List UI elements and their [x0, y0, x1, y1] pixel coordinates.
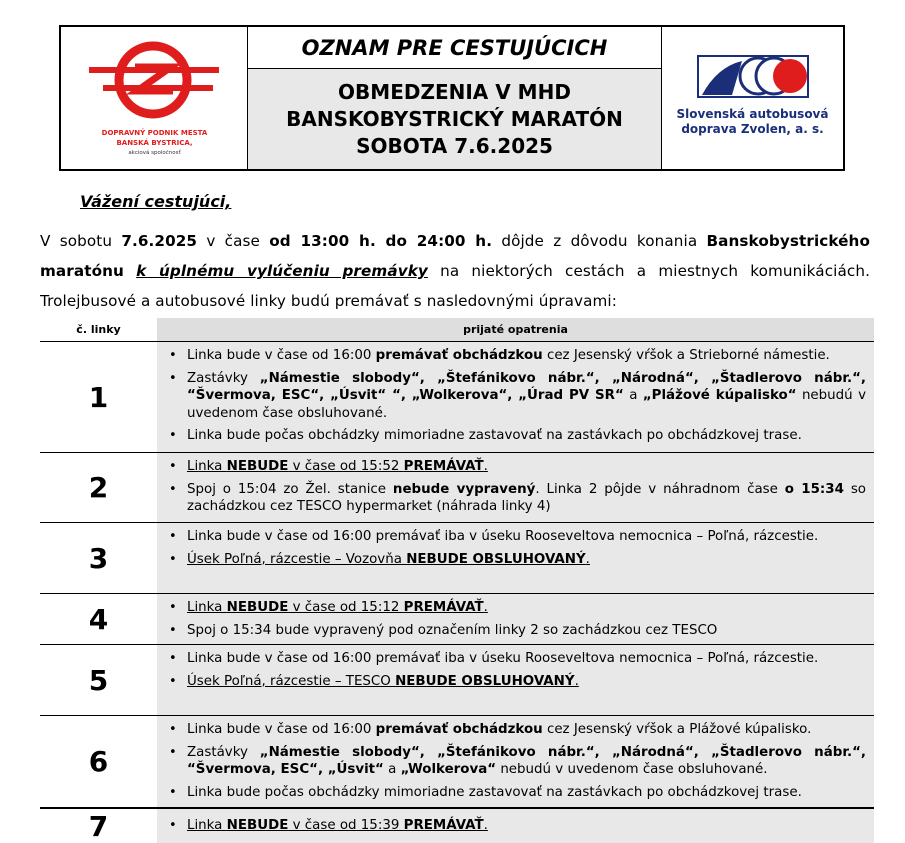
line-number: 7: [88, 809, 109, 843]
list-item: • Linka bude v čase od 16:00 premávať iba v úseku Rooseveltova nemocnica – Poľná, rázcestie.: [167, 650, 866, 668]
list-item: • Linka bude v čase od 16:00 premávať iba v úseku Rooseveltova nemocnica – Poľná, rázcestie.: [167, 528, 866, 546]
measures-cell: [157, 523, 874, 593]
measures-cell: [157, 716, 874, 807]
main-title: [248, 69, 661, 169]
col-line-header: č. linky: [76, 323, 121, 336]
list-item: • Úsek Poľná, rázcestie – Vozovňa NEBUDE OBSLUHOVANÝ.: [167, 551, 866, 569]
measures-cell: [157, 342, 874, 452]
measures-cell: [157, 809, 874, 843]
intro-text: dôjde z dôvodu konania: [492, 232, 707, 250]
sad-logo-icon: [662, 27, 844, 107]
intro-text: v čase: [197, 232, 270, 250]
list-item: • Spoj o 15:04 zo Žel. stanice nebude vypravený. Linka 2 pôjde v náhradnom čase o 15:34 so zachádzkou cez TESCO hypermarket (náhrada linky 4): [167, 481, 866, 516]
greeting: Vážení cestujúci,: [80, 192, 232, 211]
event-date: 7.6.2025: [121, 232, 198, 250]
table-row: [40, 341, 874, 452]
table-row: [40, 593, 874, 644]
event-time: od 13:00 h. do 24:00 h.: [269, 232, 493, 250]
sad-name-line1: Slovenská autobusová: [676, 107, 829, 121]
intro-emphasis: k úplnému vylúčeniu premávky: [136, 262, 428, 280]
table-row: [40, 715, 874, 807]
line-number: 4: [88, 602, 109, 636]
list-item: • Linka bude počas obchádzky mimoriadne zastavovať na zastávkach po obchádzkovej trase.: [167, 784, 866, 802]
main-title-line2: BANSKOBYSTRICKÝ MARATÓN: [286, 106, 623, 131]
table-row: [40, 522, 874, 593]
measures-cell: [157, 453, 874, 522]
line-number: 2: [88, 471, 109, 504]
list-item: • Linka NEBUDE v čase od 15:39 PREMÁVAŤ.: [167, 817, 866, 835]
measures-cell: [157, 645, 874, 715]
intro-paragraph: [40, 226, 870, 316]
dpmb-company-name: [61, 128, 248, 158]
title-panel: [248, 27, 662, 169]
line-number: 1: [88, 380, 109, 414]
line-number: 3: [88, 541, 109, 575]
list-item: • Linka NEBUDE v čase od 15:12 PREMÁVAŤ.: [167, 599, 866, 617]
list-item: • Linka bude počas obchádzky mimoriadne zastavovať na zastávkach po obchádzkovej trase.: [167, 427, 866, 445]
list-item: • Spoj o 15:34 bude vypravený pod označením linky 2 so zachádzkou cez TESCO: [167, 622, 866, 640]
event-name: Banskobystrického maratónu: [40, 232, 870, 280]
dpmb-name-line2: BANSKÁ BYSTRICA,: [116, 139, 193, 147]
line-number: 5: [88, 663, 109, 697]
list-item: • Linka bude v čase od 16:00 premávať obchádzkou cez Jesenský vŕšok a Strieborné námestie.: [167, 347, 866, 365]
notice-title: OZNAM PRE CESTUJÚCICH: [248, 27, 661, 69]
sad-logo-panel: [662, 27, 843, 169]
measures-table: [40, 318, 874, 843]
list-item: • Linka NEBUDE v čase od 15:52 PREMÁVAŤ.: [167, 458, 866, 476]
sad-name-line2: doprava Zvolen, a. s.: [681, 122, 824, 136]
notice-header: [59, 25, 845, 171]
measures-cell: [157, 594, 874, 644]
main-title-line3: SOBOTA 7.6.2025: [356, 133, 553, 158]
list-item: • Zastávky „Námestie slobody“, „Štefánikovo nábr.“, „Národná“, „Štadlerovo nábr.“, “Švermova, ESC“, „Úsvit“ a „Wolkerova“ nebudú v uvedenom čase obsluhované.: [167, 744, 866, 779]
main-title-line1: OBMEDZENIA V MHD: [338, 79, 571, 104]
table-header: [40, 318, 874, 341]
list-item: • Zastávky „Námestie slobody“, „Štefánikovo nábr.“, „Národná“, „Štadlerovo nábr.“, “Švermova, ESC“, „Úsvit“ “, „Wolkerova“, „Úrad PV SR“ a „Plážové kúpalisko“ nebudú v uvedenom čase obsluhované.: [167, 370, 866, 423]
dpmb-name-line3: akciová spoločnosť: [128, 150, 181, 156]
list-item: • Úsek Poľná, rázcestie – TESCO NEBUDE OBSLUHOVANÝ.: [167, 673, 866, 691]
table-row: [40, 452, 874, 522]
line-number: 6: [88, 745, 109, 778]
sad-company-name: [662, 107, 843, 137]
list-item: • Linka bude v čase od 16:00 premávať obchádzkou cez Jesenský vŕšok a Plážové kúpalisko.: [167, 721, 866, 739]
table-row: [40, 644, 874, 715]
dpmb-logo-icon: [61, 27, 248, 127]
intro-text: na niektorých cestách a miestnych komunikáciách. Trolejbusové a autobusové linky budú premávať s nasledovnými úpravami:: [40, 262, 870, 310]
col-measures-header: prijaté opatrenia: [157, 318, 874, 341]
intro-text: V sobotu: [40, 232, 122, 250]
dpmb-name-line1: DOPRAVNÝ PODNIK MESTA: [101, 129, 208, 137]
dpmb-logo-panel: [61, 27, 248, 169]
intro-text: [124, 262, 136, 280]
table-row: [40, 807, 874, 843]
